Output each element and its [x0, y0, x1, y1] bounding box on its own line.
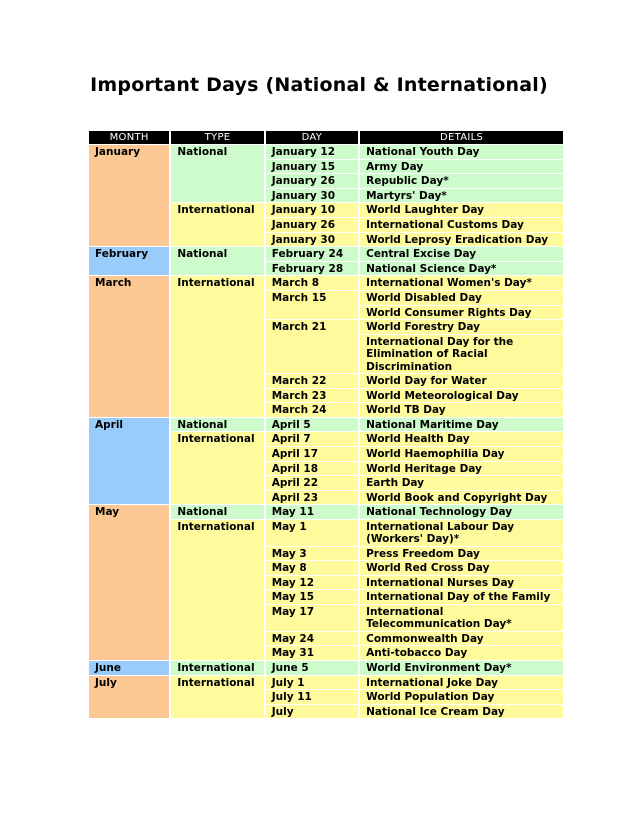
day-cell: May 24 — [266, 632, 358, 646]
details-cell: Anti-tobacco Day — [360, 646, 563, 660]
month-cell-february: February — [89, 247, 169, 275]
details-cell: International Joke Day — [360, 676, 563, 690]
details-cell: International Day of the Family — [360, 590, 563, 604]
month-cell-march: March — [89, 276, 169, 416]
day-cell: March 8 — [266, 276, 358, 290]
table-row — [89, 676, 563, 690]
day-cell: July 1 — [266, 676, 358, 690]
day-cell: May 11 — [266, 505, 358, 519]
day-cell: May 12 — [266, 576, 358, 590]
day-cell: January 15 — [266, 160, 358, 174]
day-cell: January 26 — [266, 174, 358, 188]
day-cell: February 24 — [266, 247, 358, 261]
type-cell-national: National — [171, 247, 263, 275]
details-cell: World Heritage Day — [360, 462, 563, 476]
day-cell: May 3 — [266, 547, 358, 561]
details-cell: World Forestry Day — [360, 320, 563, 334]
table-row — [89, 505, 563, 519]
type-cell-national: National — [171, 505, 263, 519]
details-cell: National Maritime Day — [360, 418, 563, 432]
type-cell-national: National — [171, 418, 263, 432]
details-cell: International Women's Day* — [360, 276, 563, 290]
details-cell: National Ice Cream Day — [360, 705, 563, 719]
details-cell: World Red Cross Day — [360, 561, 563, 575]
day-cell: January 10 — [266, 203, 358, 217]
month-cell-january: January — [89, 145, 169, 246]
details-cell: Central Excise Day — [360, 247, 563, 261]
table-row — [89, 276, 563, 290]
details-cell: World Environment Day* — [360, 661, 563, 675]
day-cell: March 15 — [266, 291, 358, 319]
day-cell: July 11 — [266, 690, 358, 704]
type-cell-international: International — [171, 276, 263, 416]
day-cell: May 17 — [266, 605, 358, 631]
day-cell: April 18 — [266, 462, 358, 476]
type-cell-international: International — [171, 676, 263, 719]
day-cell: May 31 — [266, 646, 358, 660]
type-cell-international: International — [171, 432, 263, 504]
details-cell: National Technology Day — [360, 505, 563, 519]
day-cell: January 12 — [266, 145, 358, 159]
details-cell: International Nurses Day — [360, 576, 563, 590]
type-cell-international: International — [171, 203, 263, 246]
month-column-header: MONTH — [89, 131, 169, 144]
type-column-header: TYPE — [171, 131, 263, 144]
day-cell: February 28 — [266, 262, 358, 276]
day-cell: January 30 — [266, 189, 358, 203]
day-cell: April 5 — [266, 418, 358, 432]
month-cell-july: July — [89, 676, 169, 719]
details-cell: World Meteorological Day — [360, 389, 563, 403]
month-cell-may: May — [89, 505, 169, 660]
day-cell: April 23 — [266, 491, 358, 505]
details-cell: World Day for Water — [360, 374, 563, 388]
details-cell: International Customs Day — [360, 218, 563, 232]
details-cell: Commonwealth Day — [360, 632, 563, 646]
table-row — [89, 418, 563, 432]
day-cell: May 15 — [266, 590, 358, 604]
details-cell: World Laughter Day — [360, 203, 563, 217]
type-cell-national: National — [171, 145, 263, 202]
page-title: Important Days (National & International) — [90, 74, 548, 96]
details-cell: World Consumer Rights Day — [360, 306, 563, 320]
day-cell: May 8 — [266, 561, 358, 575]
details-cell: World TB Day — [360, 403, 563, 417]
details-cell: National Science Day* — [360, 262, 563, 276]
details-cell: Republic Day* — [360, 174, 563, 188]
details-cell: World Population Day — [360, 690, 563, 704]
month-cell-april: April — [89, 418, 169, 505]
details-cell: International Telecommunication Day* — [360, 605, 563, 631]
details-cell: World Health Day — [360, 432, 563, 446]
details-cell: World Book and Copyright Day — [360, 491, 563, 505]
details-column-header: DETAILS — [360, 131, 563, 144]
details-cell: Earth Day — [360, 476, 563, 490]
day-cell: April 22 — [266, 476, 358, 490]
day-cell: April 7 — [266, 432, 358, 446]
day-cell: March 24 — [266, 403, 358, 417]
day-cell: July — [266, 705, 358, 719]
day-cell: April 17 — [266, 447, 358, 461]
day-cell: March 22 — [266, 374, 358, 388]
details-cell: World Leprosy Eradication Day — [360, 233, 563, 247]
day-cell: January 26 — [266, 218, 358, 232]
day-cell: May 1 — [266, 520, 358, 546]
header-row — [89, 131, 563, 144]
table-row — [89, 247, 563, 261]
type-cell-international: International — [171, 661, 263, 675]
details-cell: Martyrs' Day* — [360, 189, 563, 203]
table-row — [89, 661, 563, 675]
table-row — [89, 145, 563, 159]
important-days-table — [87, 130, 565, 719]
day-cell: March 21 — [266, 320, 358, 373]
day-cell: January 30 — [266, 233, 358, 247]
day-cell: March 23 — [266, 389, 358, 403]
details-cell: World Disabled Day — [360, 291, 563, 305]
details-cell: World Haemophilia Day — [360, 447, 563, 461]
day-cell: June 5 — [266, 661, 358, 675]
details-cell: National Youth Day — [360, 145, 563, 159]
day-column-header: DAY — [266, 131, 358, 144]
details-cell: Army Day — [360, 160, 563, 174]
month-cell-june: June — [89, 661, 169, 675]
details-cell: International Day for the Elimination of Racial Discrimination — [360, 335, 563, 373]
details-cell: International Labour Day (Workers' Day)* — [360, 520, 563, 546]
type-cell-international: International — [171, 520, 263, 660]
details-cell: Press Freedom Day — [360, 547, 563, 561]
